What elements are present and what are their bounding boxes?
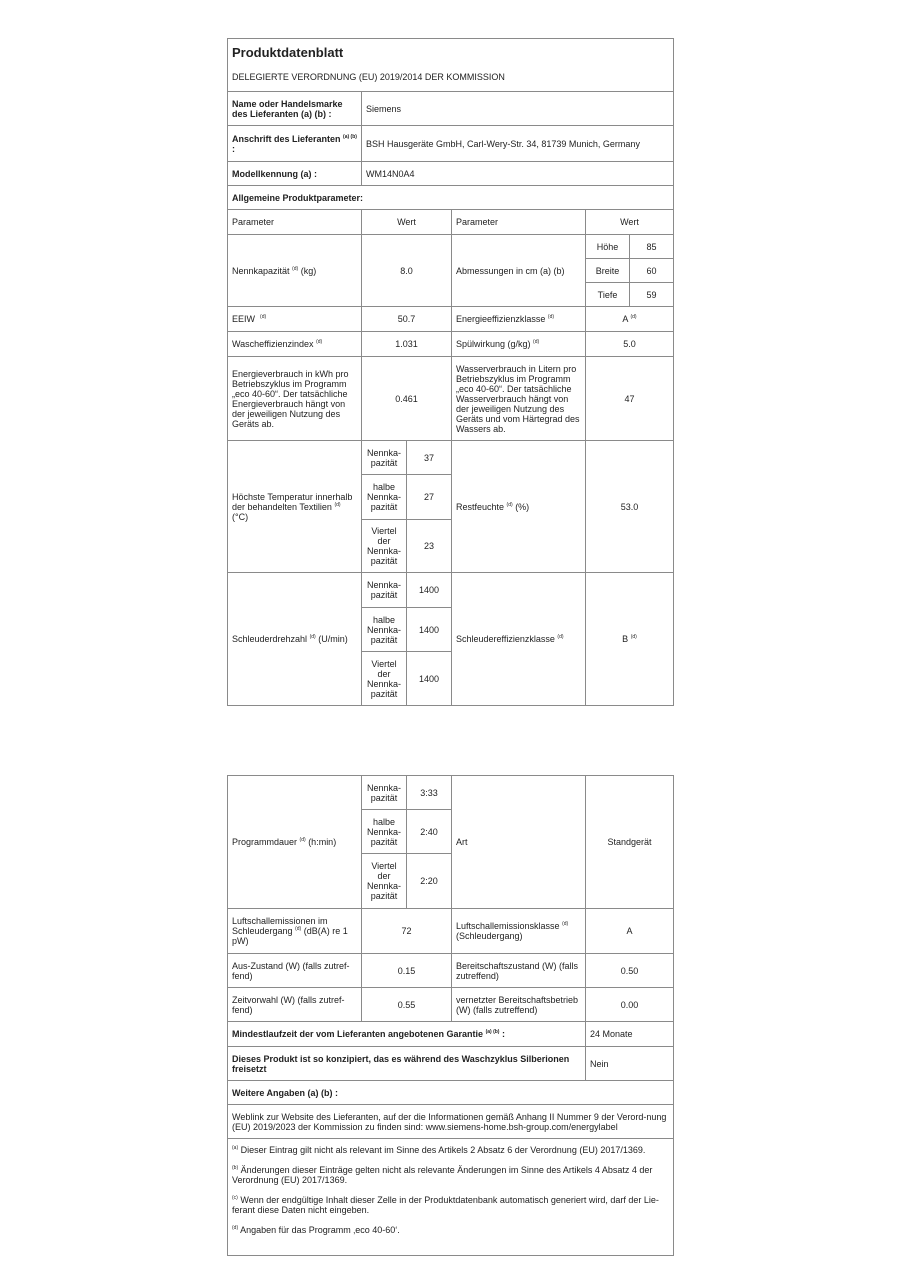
height-value: 85: [630, 235, 674, 259]
footnote-d: $^{(d)}$ Angaben für das Programm ‚eco 40-60‘.: [232, 1225, 400, 1235]
footnote-c: $^{(c)}$ Wenn der endgültige Inhalt dieser Zelle in der Produktdatenbank automatisch generiert wird, darf der Lie-ferant diese Daten nicht eingeben.: [232, 1195, 659, 1215]
spin-full-value: 1400: [407, 573, 452, 608]
supplier-name-label: Name oder Handelsmarke des Lieferanten (a) (b) :: [228, 92, 362, 126]
footnote-a: $^{(a)}$ Dieser Eintrag gilt nicht als relevant im Sinne des Artikels 2 Absatz 6 der Verordnung (EU) 2017/1369.: [232, 1145, 646, 1155]
weblink-text: Weblink zur Website des Lieferanten, auf der die Informationen gemäß Anhang II Nummer 9 der Verord-nung (EU) 2019/2023 der Kommission zu finden sind: www.siemens-home.bsh-group.com/energylabel: [228, 1105, 674, 1139]
product-datasheet-table-1: [227, 38, 674, 706]
footnotes: [228, 1139, 674, 1256]
duration-label: Programmdauer $^{(d)}$ (h:min): [228, 776, 362, 909]
silver-ions-label: Dieses Produkt ist so konzipiert, das es während des Waschzyklus Silberionen freisetzt: [228, 1047, 586, 1081]
capacity-label: Nennkapazität $^{(d)}$ (kg): [228, 235, 362, 307]
eeiw-value: 50.7: [362, 307, 452, 332]
temp-quarter-value: 23: [407, 520, 452, 573]
warranty-label: Mindestlaufzeit der vom Lieferanten angebotenen Garantie $^{(a) (b)}$ :: [228, 1022, 586, 1047]
wash-efficiency-value: 1.031: [362, 332, 452, 357]
capacity-value: 8.0: [362, 235, 452, 307]
duration-half-value: 2:40: [407, 810, 452, 854]
spin-half-value: 1400: [407, 608, 452, 652]
height-label: Höhe: [586, 235, 630, 259]
duration-quarter-value: 2:20: [407, 854, 452, 909]
spin-load-full: Nennka-pazität: [362, 573, 407, 608]
further-info-heading: Weitere Angaben (a) (b) :: [228, 1081, 674, 1105]
warranty-value: 24 Monate: [586, 1022, 674, 1047]
temp-load-quarter: Viertel der Nennka-pazität: [362, 520, 407, 573]
col-param-header: Parameter: [228, 210, 362, 235]
model-label: Modellkennung (a) :: [228, 162, 362, 186]
energy-consumption-label: Energieverbrauch in kWh pro Betriebszyklus im Programm „eco 40-60“. Der tatsächliche Energieverbrauch hängt von der jeweiligen Nutzung des Geräts ab.: [228, 357, 362, 441]
temp-half-value: 27: [407, 475, 452, 520]
duration-load-quarter: Viertel der Nennka-pazität: [362, 854, 407, 909]
spin-load-quarter: Viertel der Nennka-pazität: [362, 652, 407, 706]
eeiw-label: EEIW $^{(d)}$: [228, 307, 362, 332]
model-value: WM14N0A4: [362, 162, 674, 186]
duration-load-full: Nennka-pazität: [362, 776, 407, 810]
off-mode-label: Aus-Zustand (W) (falls zutref-fend): [228, 954, 362, 988]
off-mode-value: 0.15: [362, 954, 452, 988]
width-value: 60: [630, 259, 674, 283]
width-label: Breite: [586, 259, 630, 283]
spin-class-label: Schleudereffizienzklasse $^{(d)}$: [452, 573, 586, 706]
depth-value: 59: [630, 283, 674, 307]
spin-load-half: halbe Nennka-pazität: [362, 608, 407, 652]
temp-full-value: 37: [407, 441, 452, 475]
supplier-address-label: Anschrift des Lieferanten $^{(a) (b)}$ :: [228, 126, 362, 162]
temp-load-half: halbe Nennka-pazität: [362, 475, 407, 520]
spin-quarter-value: 1400: [407, 652, 452, 706]
max-temp-label: Höchste Temperatur innerhalb der behandelten Textilien $^{(d)}$ (°C): [228, 441, 362, 573]
duration-full-value: 3:33: [407, 776, 452, 810]
standby-label: Bereitschaftszustand (W) (falls zutreffend): [452, 954, 586, 988]
spin-speed-label: Schleuderdrehzahl $^{(d)}$ (U/min): [228, 573, 362, 706]
duration-load-half: halbe Nennka-pazität: [362, 810, 407, 854]
col-value-header-2: Wert: [586, 210, 674, 235]
wash-efficiency-label: Wascheffizienzindex $^{(d)}$: [228, 332, 362, 357]
dimensions-label: Abmessungen in cm (a) (b): [452, 235, 586, 307]
product-datasheet-table-2: [227, 775, 674, 1256]
rinse-label: Spülwirkung (g/kg) $^{(d)}$: [452, 332, 586, 357]
noise-value: 72: [362, 909, 452, 954]
footnote-b: $^{(b)}$ Änderungen dieser Einträge gelten nicht als relevante Änderungen im Sinne des Artikels 4 Absatz 4 der Verordnung (EU) 2017/1369.: [232, 1165, 653, 1185]
supplier-address-value: BSH Hausgeräte GmbH, Carl-Wery-Str. 34, 81739 Munich, Germany: [362, 126, 674, 162]
silver-ions-value: Nein: [586, 1047, 674, 1081]
energy-consumption-value: 0.461: [362, 357, 452, 441]
energy-class-label: Energieeffizienzklasse $^{(d)}$: [452, 307, 586, 332]
regulation-title: DELEGIERTE VERORDNUNG (EU) 2019/2014 DER KOMMISSION: [232, 72, 505, 82]
general-params-heading: Allgemeine Produktparameter:: [228, 186, 674, 210]
noise-class-label: Luftschallemissionsklasse $^{(d)}$ (Schleudergang): [452, 909, 586, 954]
networked-standby-value: 0.00: [586, 988, 674, 1022]
type-value: Standgerät: [586, 776, 674, 909]
moisture-label: Restfeuchte $^{(d)}$ (%): [452, 441, 586, 573]
page-title: Produktdatenblatt: [232, 45, 344, 60]
noise-class-value: A: [586, 909, 674, 954]
water-consumption-value: 47: [586, 357, 674, 441]
col-value-header: Wert: [362, 210, 452, 235]
water-consumption-label: Wasserverbrauch in Litern pro Betriebszyklus im Programm „eco 40-60“. Der tatsächliche Wasserverbrauch hängt von der jeweiligen Nutzung des Geräts und vom Härtegrad des Wassers ab.: [452, 357, 586, 441]
moisture-value: 53.0: [586, 441, 674, 573]
noise-label: Luftschallemissionen im Schleudergang $^{(d)}$ (dB(A) re 1 pW): [228, 909, 362, 954]
delay-start-label: Zeitvorwahl (W) (falls zutref-fend): [228, 988, 362, 1022]
energy-class-value: A $^{(d)}$: [586, 307, 674, 332]
spin-class-value: B $^{(d)}$: [586, 573, 674, 706]
header-cell: [228, 39, 674, 92]
supplier-name-value: Siemens: [362, 92, 674, 126]
col-param-header-2: Parameter: [452, 210, 586, 235]
standby-value: 0.50: [586, 954, 674, 988]
rinse-value: 5.0: [586, 332, 674, 357]
networked-standby-label: vernetzter Bereitschaftsbetrieb (W) (falls zutreffend): [452, 988, 586, 1022]
delay-start-value: 0.55: [362, 988, 452, 1022]
depth-label: Tiefe: [586, 283, 630, 307]
temp-load-full: Nennka-pazität: [362, 441, 407, 475]
type-label: Art: [452, 776, 586, 909]
